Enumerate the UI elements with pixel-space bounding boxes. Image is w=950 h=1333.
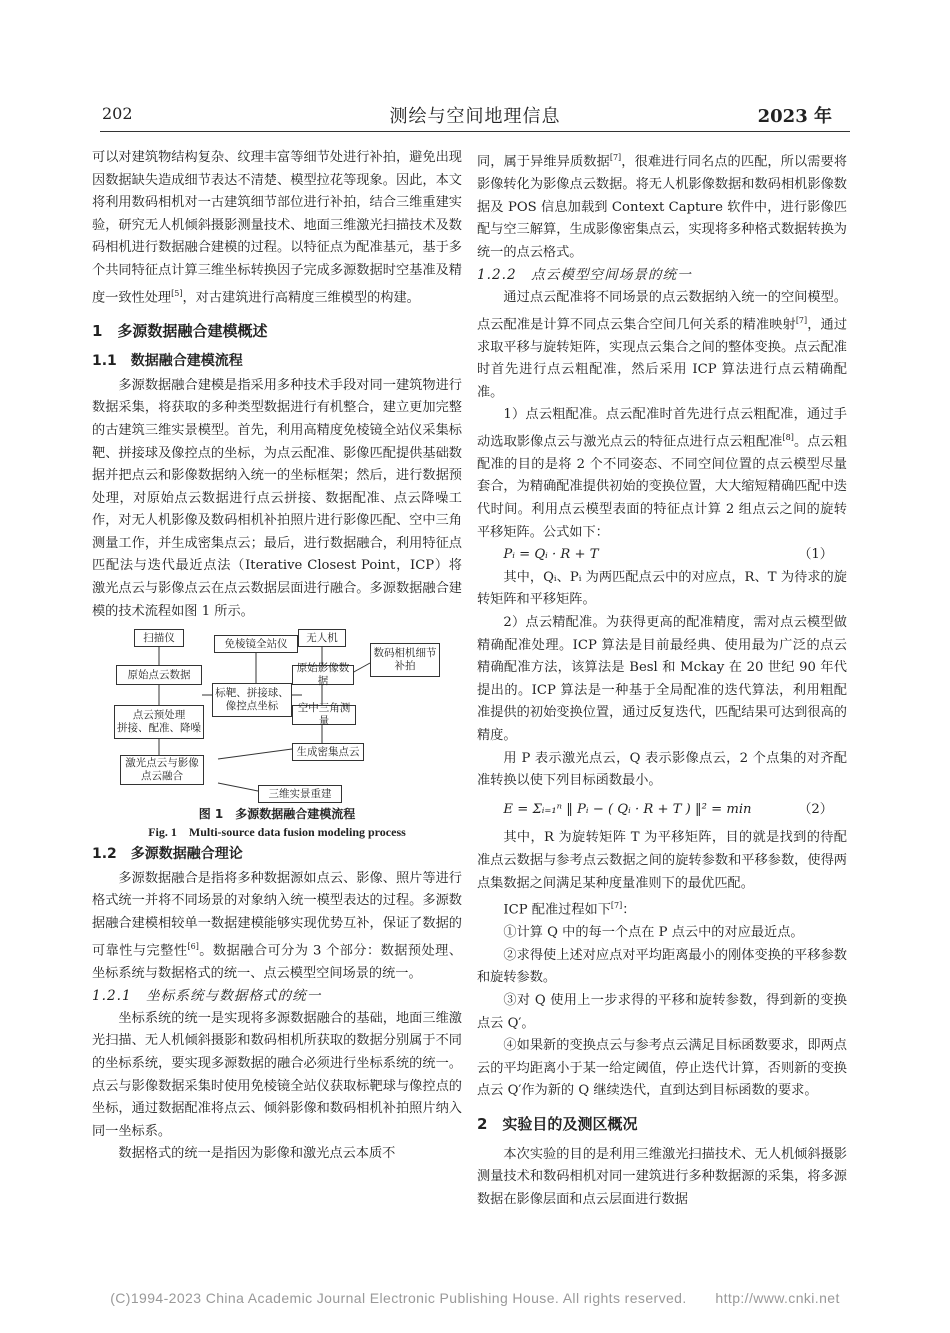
box-raw-image: 原始影像数据 [292,665,354,685]
equation-1: Pᵢ = Qᵢ · R + T （1） [477,544,847,567]
box-preprocess [114,705,204,739]
section-1-1-title: 1.1 数据融合建模流程 [92,353,243,370]
citation: [7] [610,901,623,911]
journal-year: 2023 年 [757,106,832,127]
citation: [7] [609,153,622,162]
section-1-2-2-text: 通过点云配准将不同场景的点云数据纳入统一的空间模型。点云配准是计算不同点云集合空间几何关系的精准映射[7]，通过求取平移与旋转矩阵，实现点云集合之间的整体变换。点云配准时首先进行点云粗配准，然后采用 ICP 算法进行点云精确配准。 [477,289,848,400]
section-1-2-text: 多源数据融合是指将多种数据源如点云、影像、照片等进行格式统一并将不同场景的对象纳入统一模型表达的过程。多源数据融合建模相较单一数据建模能够实现优势互补，保证了数据的可靠性与完整性[6]。数据融合可分为 3 个部分：数据预处理、坐标系统与数据格式的统一、点云模型空间场景的统一。 [92,870,463,981]
citation: [5] [171,288,183,298]
icp-step-1: ①计算 Q 中的每一个点在 P 点云中的对应最近点。 [503,925,804,941]
page-header [0,0,950,130]
box-dense-cloud: 生成密集点云 [292,743,364,761]
page-number: 202 [102,104,133,123]
box-targets: 标靶、拼接球、像控点坐标 [212,683,292,717]
box-camera: 数码相机细节补拍 [370,643,440,677]
left-column [92,147,462,1166]
equation-1-note: 其中，Qᵢ、Pᵢ 为两匹配点云中的对应点，R、T 为待求的旋转矩阵和平移矩阵。 [477,569,847,608]
figure-1-flowchart [112,627,442,805]
icp-step-4: ④如果新的变换点云与参考点云满足目标函数要求，即两点云的平均距离小于某一给定阈值，停止迭代计算，否则新的变换点云 Q′作为新的 Q 继续迭代，直到达到目标函数的要求。 [477,1038,847,1099]
section-1-title: 1 多源数据融合建模概述 [92,321,268,340]
box-raw-cloud: 原始点云数据 [116,665,202,685]
equation-1-number: （1） [798,547,833,563]
citation: [8] [782,432,794,442]
pq-definition: 用 P 表示激光点云，Q 表示影像点云，2 个点集的对齐配准转换以使下列目标函数最小。 [477,750,847,789]
figure-caption-en: Fig. 1 Multi-source data fusion modeling process [148,825,406,840]
section-2-text: 本次实验的目的是利用三维激光扫描技术、无人机倾斜摄影测量技术和数码相机对同一建筑进行多种数据源的采集，将多源数据在影像层面和点云层面进行数据 [477,1146,847,1207]
equation-2-note: 其中，R 为旋转矩阵 T 为平移矩阵，目的就是找到的待配准点云数据与参考点云数据之间的旋转参数和平移参数，使得两点集数据之间满足某种度量准则下的最优匹配。 [477,830,847,891]
box-uav: 无人机 [298,629,346,647]
fine-registration: 2）点云精配准。为获得更高的配准精度，需对点云模型做精确配准处理。ICP 算法是目前最经典、使用最为广泛的点云精确配准方法，该算法是 Besl 和 Mckay 在 20 世纪 90 年代提出的。ICP 算法是一种基于全局配准的迭代算法，利用粗配准提供的初始变换位置，通过反复迭代，匹配结果可达到很高的精度。 [477,615,847,744]
section-1-2-1-title: 1.2.1 坐标系统与数据格式的统一 [92,988,322,1005]
section-1-2-1-p2: 数据格式的统一是指因为影像和激光点云本质不 [118,1146,396,1162]
citation: [6] [187,941,199,951]
right-column [477,147,847,1211]
icp-intro: ICP 配准过程如下[7]： [503,901,636,918]
preprocess-sub: 拼接、配准、降噪 [117,722,201,735]
figure-caption-cn: 图 1 多源数据融合建模流程 [198,807,356,822]
section-1-1-text: 多源数据融合建模是指采用多种技术手段对同一建筑物进行数据采集，将获取的多种类型数据进行有机整合，建立更加完整的古建筑三维实景模型。首先，利用高精度免棱镜全站仪采集标靶、拼接球及像控点的坐标，为点云配准、影像匹配提供基础数据并把点云和影像数据纳入统一的坐标框架；然后，进行数据预处理，对原始点云数据进行点云拼接、数据配准、点云降噪工作，对无人机影像及数码相机补拍照片进行影像匹配、空中三角测量工作，并生成密集点云；最后，进行数据融合，利用特征点匹配法与迭代最近点法（Iterative Closest Point，ICP）将激光点云与影像点云在点云数据层面进行融合。多源数据融合建模的技术流程如图 1 所示。 [92,377,462,619]
format-continuation: 同，属于异维异质数据[7]，很难进行同名点的匹配，所以需要将影像转化为影像点云数据。将无人机影像数据和数码相机影像数据及 POS 信息加载到 Context Capture 软件中，进行影像匹配与空三解算，生成影像密集点云，实现将多种格式数据转换为统一的点云格式。 [477,153,848,260]
icp-step-2: ②求得使上述对应点对平均距离最小的刚体变换的平移参数和旋转参数。 [477,947,847,986]
journal-title: 测绘与空间地理信息 [389,106,561,127]
copyright-footer: (C)1994-2023 China Academic Journal Electronic Publishing House. All rights reserved. http://www.cnki.net [110,1290,840,1306]
equation-2-number: （2） [798,801,833,817]
header-rule [100,131,850,132]
preprocess-title: 点云预处理 [132,709,186,722]
box-total-station: 免棱镜全站仪 [214,635,298,653]
icp-step-3: ③对 Q 使用上一步求得的平移和旋转参数，得到新的变换点云 Q′。 [477,992,847,1031]
box-fusion: 激光点云与影像点云融合 [120,755,204,785]
section-1-2-1-p1: 坐标系统的统一是实现将多源数据融合的基础，地面三维激光扫描、无人机倾斜摄影和数码相机所获取的数据分别属于不同的坐标系统，要实现多源数据的融合必须进行坐标系统的统一。点云与影像数据采集时使用免棱镜全站仪获取标靶球与像控点的坐标，通过数据配准将点云、倾斜影像和数码相机补拍照片纳入同一坐标系。 [92,1010,462,1139]
section-1-2-2-title: 1.2.2 点云模型空间场景的统一 [477,267,692,284]
section-2-title: 2 实验目的及测区概况 [477,1114,638,1133]
citation: [7] [795,315,808,325]
box-scanner: 扫描仪 [134,629,184,647]
coarse-registration: 1）点云粗配准。点云配准时首先进行点云粗配准，通过手动选取影像点云与激光点云的特征点进行点云粗配准[8]。点云粗配准的目的是将 2 个不同姿态、不同空间位置的点云模型尽量套合，为精确配准提供初始的变换位置，大大缩短精确匹配中迭代时间。利用点云模型表面的特征点计算 2 组点云之间的旋转平移矩阵。公式如下： [477,407,848,540]
equation-2: E = Σᵢ₌₁ⁿ ‖ Pᵢ − ( Qᵢ · R + T ) ‖² = min （2） [477,793,847,828]
box-reconstruction: 三维实景重建 [258,785,342,803]
intro-paragraph: 可以对建筑物结构复杂、纹理丰富等细节处进行补拍，避免出现因数据缺失造成细节表达不清楚、模型拉花等现象。因此，本文将利用数码相机对一古建筑细节部位进行补拍，结合三维重建实验，研究无人机倾斜摄影测量技术、地面三维激光扫描技术及数码相机进行数据融合建模的过程。以特征点为配准基元，基于多个共同特征点计算三维坐标转换因子完成多源数据时空基准及精度一致性处理[5]，对古建筑进行高精度三维模型的构建。 [92,150,462,305]
section-1-2-title: 1.2 多源数据融合理论 [92,846,243,863]
box-aero-triangulation: 空中三角测量 [292,705,356,725]
